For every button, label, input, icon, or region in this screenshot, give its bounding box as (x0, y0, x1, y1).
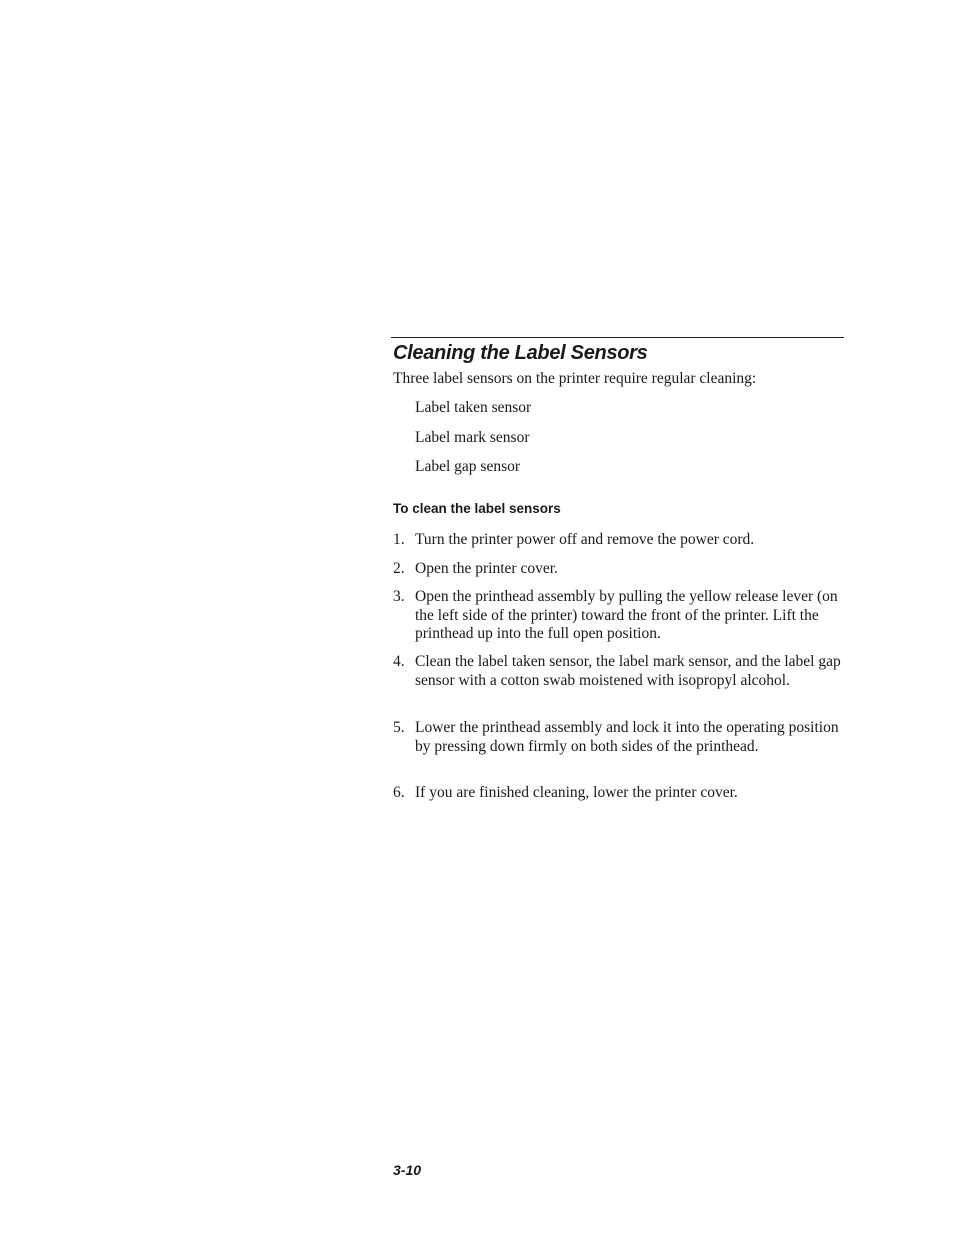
procedure-step (393, 560, 845, 579)
procedure-step (393, 784, 845, 803)
page-number: 3-10 (393, 1162, 422, 1178)
procedure-step (393, 653, 845, 690)
procedure-heading: To clean the label sensors (393, 501, 561, 516)
procedure-step (393, 719, 845, 756)
procedure-step (393, 531, 845, 550)
list-item: Label mark sensor (415, 428, 530, 446)
step-number: 4. (393, 653, 405, 670)
step-number: 3. (393, 588, 405, 605)
step-number: 6. (393, 784, 405, 801)
step-text: Lower the printhead assembly and lock it into the operating position by pressing down firmly on both sides of the printhead. (415, 719, 839, 755)
procedure-step (393, 588, 845, 644)
sensor-list (415, 398, 815, 487)
step-number: 1. (393, 531, 405, 548)
list-item: Label gap sensor (415, 458, 521, 475)
step-text: Clean the label taken sensor, the label mark sensor, and the label gap sensor with a cotton swab moistened with isopropyl alcohol. (415, 653, 841, 689)
step-text: Open the printer cover. (415, 560, 558, 577)
step-text: If you are finished cleaning, lower the printer cover. (415, 784, 738, 801)
list-item: Label taken sensor (415, 399, 532, 416)
step-text: Turn the printer power off and remove the power cord. (415, 531, 755, 548)
section-title: Cleaning the Label Sensors (393, 342, 648, 364)
step-number: 2. (393, 560, 405, 577)
step-text: Open the printhead assembly by pulling the yellow release lever (on the left side of the printer) toward the front of the printer. Lift the printhead up into the full open position. (415, 588, 838, 642)
section-divider (391, 337, 844, 338)
step-number: 5. (393, 719, 405, 736)
intro-paragraph: Three label sensors on the printer require regular cleaning: (393, 370, 757, 387)
